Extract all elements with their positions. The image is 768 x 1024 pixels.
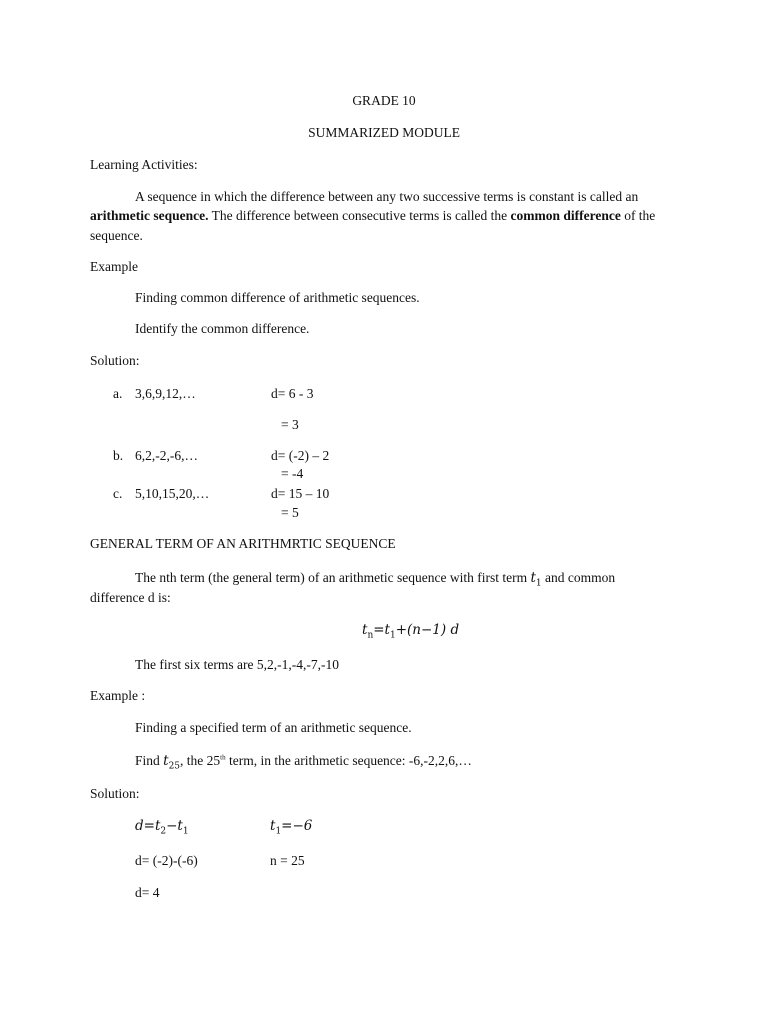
first-term-value: $t_1=-6$: [270, 818, 313, 837]
example-2-solution-heading: Solution:: [90, 786, 140, 801]
learning-activities-heading: Learning Activities:: [90, 157, 198, 172]
difference-result: d= 4: [135, 885, 160, 900]
definition-line-2: [90, 208, 655, 224]
solution-heading: Solution:: [90, 353, 140, 368]
module-title: SUMMARIZED MODULE: [308, 125, 460, 140]
term-arithmetic-sequence: arithmetic sequence.: [90, 208, 209, 223]
formula-tail: (n−1) d: [407, 622, 460, 638]
find-text-2: , the 25: [180, 753, 221, 768]
general-term-formula: $t_n=t_1+(n-1)$ d: [362, 622, 460, 641]
example-2-find: [135, 753, 472, 772]
general-term-text: The nth term (the general term) of an arithmetic sequence with first term: [135, 570, 531, 585]
t25-symbol: $t_{25}$: [163, 753, 181, 772]
t1-symbol: $t_1$: [530, 570, 542, 589]
difference-b-result: = -4: [281, 466, 304, 481]
find-text-3: term, in the arithmetic sequence: -6,-2,2,6,…: [225, 753, 472, 768]
grade-heading: GRADE 10: [352, 93, 416, 108]
example-task-1: Finding common difference of arithmetic sequences.: [135, 290, 420, 305]
t1-value: −6: [292, 818, 313, 834]
example-heading: Example: [90, 259, 138, 274]
difference-a-result: = 3: [281, 417, 299, 432]
difference-b: d= (-2) – 2: [271, 448, 330, 463]
general-term-tail: and common: [541, 570, 616, 585]
term-common-difference: common difference: [510, 208, 621, 223]
ordinal-suffix: th: [220, 753, 226, 762]
general-term-line-1: [135, 570, 615, 589]
list-marker-a: a.: [113, 386, 123, 401]
general-term-heading: GENERAL TERM OF AN ARITHMRTIC SEQUENCE: [90, 536, 396, 551]
list-marker-c: c.: [113, 486, 123, 501]
difference-calculation: d= (-2)-(-6): [135, 853, 198, 868]
example-task-2: Identify the common difference.: [135, 321, 310, 336]
general-term-line-2: difference d is:: [90, 590, 171, 605]
example-2-task: Finding a specified term of an arithmetic sequence.: [135, 720, 412, 735]
sequence-c: 5,10,15,20,…: [135, 486, 210, 501]
first-six-terms: The first six terms are 5,2,-1,-4,-7,-10: [135, 657, 339, 672]
definition-line-1: A sequence in which the difference between any two successive terms is constant is called an: [135, 189, 639, 204]
definition-tail: of the: [620, 208, 656, 223]
find-text: Find: [135, 753, 164, 768]
definition-line-3: sequence.: [90, 228, 143, 243]
sequence-a: 3,6,9,12,…: [135, 386, 196, 401]
list-marker-b: b.: [113, 448, 124, 463]
term-number: n = 25: [270, 853, 305, 868]
definition-text: The difference between consecutive terms is called the: [208, 208, 511, 223]
difference-formula: $d=t_2-t_1$: [135, 818, 189, 837]
difference-c-result: = 5: [281, 505, 299, 520]
sequence-b: 6,2,-2,-6,…: [135, 448, 198, 463]
difference-c: d= 15 – 10: [271, 486, 330, 501]
example-2-heading: Example :: [90, 688, 146, 703]
difference-a: d= 6 - 3: [271, 386, 314, 401]
